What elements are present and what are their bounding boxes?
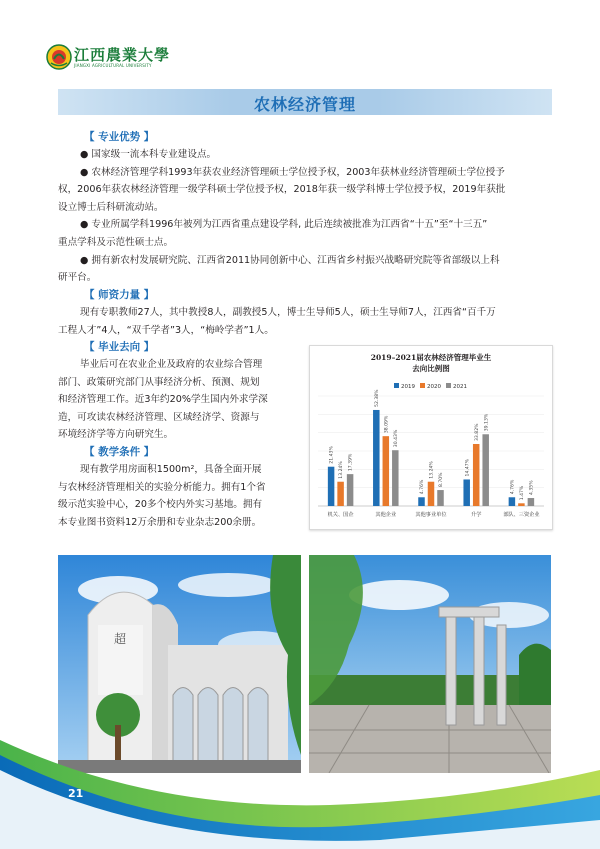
bar-2020-0 xyxy=(337,482,344,506)
chart-title: 2019–2021届农林经济管理毕业生 xyxy=(370,353,492,362)
faculty-line-2: 工程人才”4人，“双千学者”3人，“梅岭学者”1人。 xyxy=(58,324,274,336)
legend-swatch-2019 xyxy=(394,383,399,388)
bar-value-label: 38.09% xyxy=(384,415,390,434)
university-emblem-icon xyxy=(46,44,72,70)
bar-value-label: 52.38% xyxy=(374,389,380,407)
advantage-bullet-2-line-1: ● 农林经济管理学科1993年获农业经济管理硕士学位授予权，2003年获林业经济管理硕士学位授予 xyxy=(80,166,505,178)
teaching-text xyxy=(58,461,296,531)
bar-value-label: 14.47% xyxy=(465,458,471,477)
bar-value-label: 13.24% xyxy=(429,461,435,479)
bar-value-label: 17.39% xyxy=(348,453,354,472)
legend-swatch-2020 xyxy=(420,383,425,388)
teaching-line-3: 级示范实验中心，20多个校内外实习基地。拥有 xyxy=(58,499,263,511)
section-heading-teaching: 【 教学条件 】 xyxy=(84,446,155,458)
bar-value-label: 4.76% xyxy=(510,479,516,495)
section-heading-faculty: 【 师资力量 】 xyxy=(84,289,155,301)
bar-2021-0 xyxy=(347,474,354,506)
bar-2021-4 xyxy=(528,498,535,506)
teaching-line-4: 本专业图书资料12万余册和专业杂志200余册。 xyxy=(58,516,262,528)
teaching-line-1: 现有教学用房面积1500m²，具备全面开展 xyxy=(80,464,262,475)
footer-wave-decoration xyxy=(0,700,600,849)
bar-2020-4 xyxy=(518,503,525,506)
category-label-0: 机关、国企 xyxy=(327,512,354,518)
chart-plot-area xyxy=(318,389,544,518)
section-heading-advantage: 【 专业优势 】 xyxy=(84,131,155,143)
bar-2020-2 xyxy=(428,482,435,506)
faculty-text xyxy=(58,304,544,339)
chart-canvas xyxy=(310,346,552,529)
teaching-line-2: 与农林经济管理相关的实验分析能力。拥有1个省 xyxy=(58,481,266,493)
career-text xyxy=(58,356,296,444)
bar-2019-4 xyxy=(509,497,516,506)
legend-label-2019: 2019 xyxy=(401,384,415,390)
section-heading-career: 【 毕业去向 】 xyxy=(84,341,155,353)
bar-value-label: 8.70% xyxy=(439,472,445,488)
university-logo xyxy=(46,44,171,78)
legend-label-2021: 2021 xyxy=(453,384,467,390)
legend-swatch-2021 xyxy=(446,383,451,388)
category-label-2: 其他事业单位 xyxy=(415,512,447,518)
bar-2019-3 xyxy=(463,479,470,506)
advantage-bullet-2-line-2: 权，2006年获农林经济管理一级学科硕士学位授予权，2018年获一级学科博士学位授予权，2019年获批 xyxy=(58,184,506,196)
career-line-3: 和经济管理工作。近3年约20%学生国内外求学深 xyxy=(58,394,268,406)
page-title: 农林经济管理 xyxy=(253,95,356,114)
bar-value-label: 4.76% xyxy=(420,479,426,495)
graduate-destination-chart xyxy=(309,345,553,530)
career-line-2: 部门、政策研究部门从事经济分析、预测、规划 xyxy=(58,376,260,388)
building-sign-text: 超 xyxy=(113,632,127,646)
category-label-1: 其他企业 xyxy=(375,512,397,518)
bar-2021-1 xyxy=(392,450,399,506)
page-number: 21 xyxy=(68,787,84,800)
university-name-en: JIANGXI AGRICULTURAL UNIVERSITY xyxy=(74,63,152,68)
bar-value-label: 21.43% xyxy=(329,446,335,464)
bar-value-label: 1.47% xyxy=(520,485,525,501)
university-name: 江西農業大學 xyxy=(74,46,171,64)
bar-2020-3 xyxy=(473,444,480,506)
bar-value-label: 30.43% xyxy=(393,429,399,448)
title-band xyxy=(58,89,552,115)
bar-2021-2 xyxy=(437,490,444,506)
bar-2021-3 xyxy=(482,434,489,506)
category-label-4: 部队、三资企业 xyxy=(503,512,540,518)
bar-2019-0 xyxy=(328,467,335,506)
advantage-bullet-4-line-2: 研平台。 xyxy=(58,272,97,284)
advantage-bullet-3-line-1: ● 专业所属学科1996年被列为江西省重点建设学科, 此后连续被批准为江西省“十五”至“十三五” xyxy=(80,219,488,231)
chart-legend xyxy=(394,383,467,390)
bar-value-label: 33.82% xyxy=(474,423,480,441)
chart-subtitle: 去向比例图 xyxy=(412,364,450,373)
career-line-1: 毕业后可在农业企业及政府的农业综合管理 xyxy=(80,359,263,370)
advantage-bullet-2-line-3: 设立博士后科研流动站。 xyxy=(58,201,164,213)
legend-label-2020: 2020 xyxy=(427,384,441,390)
career-line-5: 环境经济学等方向研究生。 xyxy=(58,429,174,441)
advantage-bullet-1: ● 国家级一流本科专业建设点。 xyxy=(80,149,217,160)
bar-2019-1 xyxy=(373,410,380,506)
advantage-bullet-4-line-1: ● 拥有新农村发展研究院、江西省2011协同创新中心、江西省乡村振兴战略研究院等省部级以上科 xyxy=(80,254,500,266)
bar-value-label: 13.24% xyxy=(339,461,345,479)
bar-2020-1 xyxy=(383,436,390,506)
career-line-4: 造，可攻读农林经济管理、区域经济学、资源与 xyxy=(58,411,260,423)
bar-value-label: 4.35% xyxy=(529,480,535,496)
faculty-line-1: 现有专职教师27人，其中教授8人，副教授5人，博士生导师5人，硕士生导师7人，江西省“百千万 xyxy=(80,307,496,318)
advantage-bullet-3-line-2: 重点学科及示范性硕士点。 xyxy=(58,236,174,248)
advantage-list xyxy=(58,146,544,287)
bar-2019-2 xyxy=(418,497,425,506)
category-label-3: 升学 xyxy=(471,512,482,518)
bar-value-label: 39.13% xyxy=(484,413,490,432)
